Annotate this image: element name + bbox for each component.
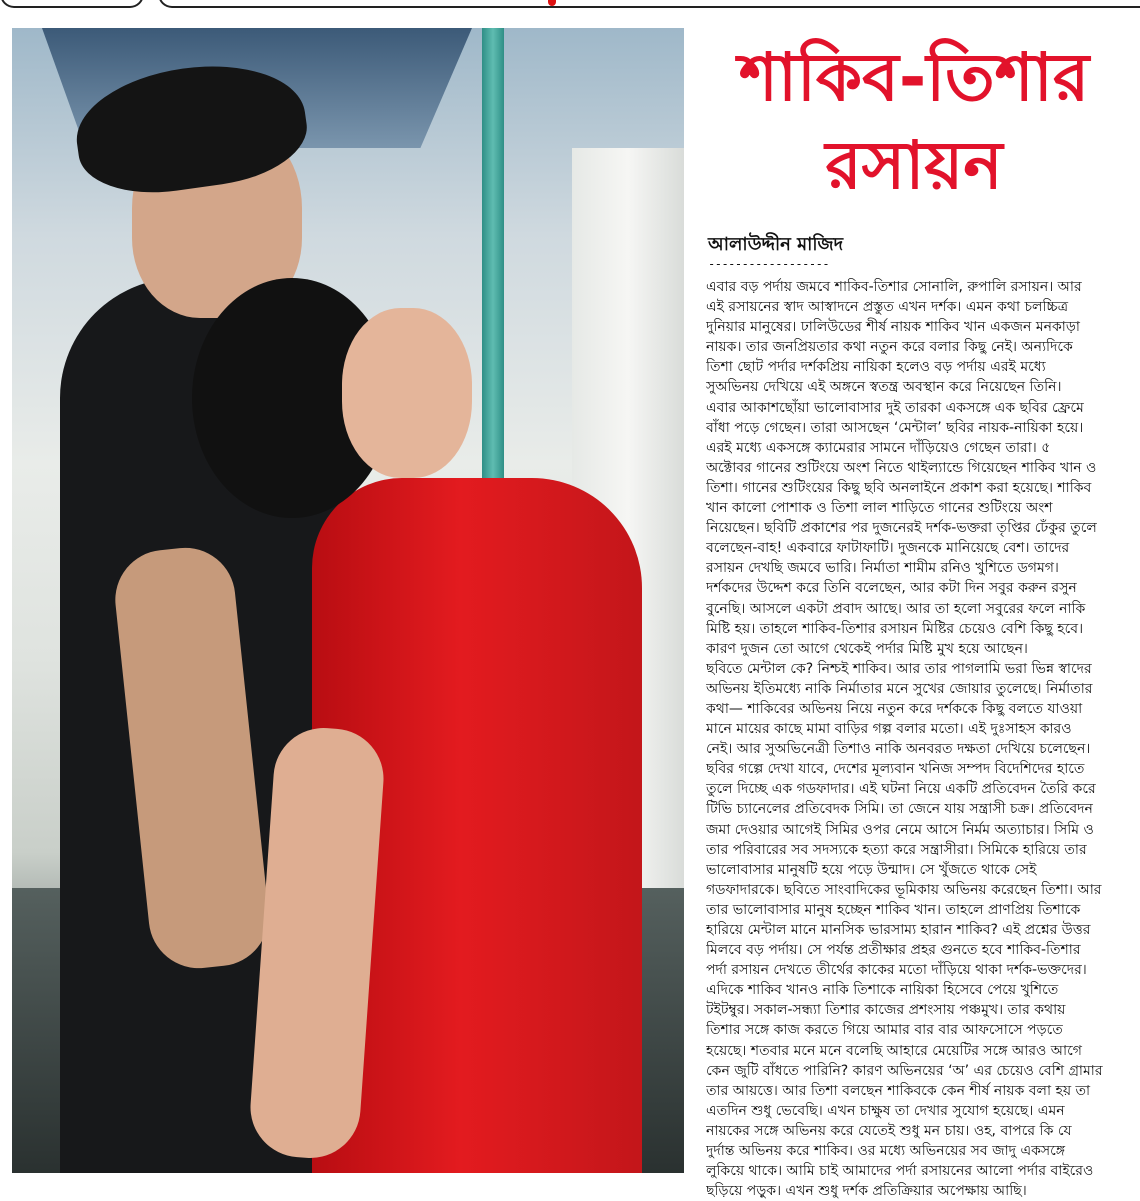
photo-woman-face [342, 308, 472, 478]
article-line: এবার আকাশছোঁয়া ভালোবাসার দুই তারকা একসঙ্গে এক ছবির ফ্রেমে [706, 399, 1084, 416]
headline-line-1: শাকিব-তিশার [738, 39, 1090, 116]
article-line: কারণ দুজন তো আগে থেকেই পর্দার মিষ্টি মুখ হয়ে আছেন। [706, 640, 1028, 657]
article-line: এরই মধ্যে একসঙ্গে ক্যামেরার সামনে দাঁড়িয়েও গেছেন তারা। ৫ [706, 439, 1051, 456]
article-line: দর্শকদের উদ্দেশ করে তিনি বলেছেন, আর কটা দিন সবুর করুন রসুন [706, 580, 1077, 597]
article-line: মানে মায়ের কাছে মামা বাড়ির গল্প বলার মতো। এই দুঃসাহস কারও [706, 721, 1072, 738]
byline-rule: ------------------ [708, 258, 830, 270]
article-line: লুকিয়ে থাকে। আমি চাই আমাদের পর্দা রসায়নের আলো পর্দার বাইরেও [706, 1163, 1094, 1180]
article-line: এতদিন শুধু ভেবেছি। এখন চাক্ষুষ তা দেখার সুযোগ হয়েছে। এমন [706, 1102, 1065, 1119]
article-line: ছবির গল্পে দেখা যাবে, দেশের মূল্যবান খনিজ সম্পদ বিদেশিদের হাতে [706, 761, 1085, 778]
article-line: এবার বড় পর্দায় জমবে শাকিব-তিশার সোনালি, রুপালি রসায়ন। আর [706, 279, 1082, 295]
article-line: অক্টোবর গানের শুটিংয়ে অংশ নিতে থাইল্যান্ডে গিয়েছেন শাকিব খান ও [706, 459, 1097, 476]
article-line: তিশা। গানের শুটিংয়ের কিছু ছবি অনলাইনে প্রকাশ করা হয়েছে। শাকিব [706, 479, 1092, 496]
article-line: পর্দা রসায়ন দেখতে তীর্থের কাকের মতো দাঁড়িয়ে থাকা দর্শক-ভক্তদের। [706, 962, 1087, 979]
article-line: দুর্দান্ত অভিনয় করে শাকিব। ওর মধ্যে অভিনয়ের সব জাদু একসঙ্গে [706, 1143, 1066, 1160]
article-line: খান কালো পোশাক ও তিশা লাল শাড়িতে গানের শুটিংয়ে অংশ [706, 500, 1053, 517]
article-line: তিশা ছোট পর্দার দর্শকপ্রিয় নায়িকা হলেও বড় পর্দায় এরই মধ্যে [706, 359, 1046, 376]
article-photo [12, 28, 684, 1173]
article-line: হারিয়ে মেন্টাল মানে মানসিক ভারসাম্য হারান শাকিব? এই প্রশ্নের উত্তর [706, 922, 1091, 938]
article-line: তার পরিবারের সব সদস্যকে হত্যা করে সন্ত্রাসীরা। সিমিকে হারিয়ে তার [706, 841, 1087, 858]
article-line: গডফাদারকে। ছবিতে সাংবাদিকের ভূমিকায় অভিনয় করেছেন তিশা। আর [706, 881, 1102, 898]
article-line: নায়ক। তার জনপ্রিয়তার কথা নতুন করে বলার কিছু নেই। অন্যদিকে [706, 339, 1073, 356]
headline-line-2: রসায়ন [825, 127, 1003, 204]
article-line: অভিনয় ইতিমধ্যে নাকি নির্মাতার মনে সুখের জোয়ার তুলেছে। নির্মাতার [706, 680, 1093, 697]
article-line: বুনেছি। আসলে একটা প্রবাদ আছে। আর তা হলো সবুরের ফলে নাকি [706, 600, 1086, 617]
article-line: টিভি চ্যানেলের প্রতিবেদক সিমি। তা জেনে যায় সন্ত্রাসী চক্র। প্রতিবেদন [706, 801, 1093, 818]
article-line: তিশার সঙ্গে কাজ করতে গিয়ে আমার বার বার আফসোসে পড়তে [706, 1022, 1063, 1039]
article-line: সুঅভিনয় দেখিয়ে এই অঙ্গনে স্বতন্ত্র অবস্থান করে নিয়েছেন তিনি। [706, 379, 1062, 396]
article-line: রসায়ন দেখছি জমবে ভারি। নির্মাতা শামীম রনিও খুশিতে ডগমগ। [706, 560, 1059, 577]
article-line: কেন জুটি বাঁধতে পারিনি? কারণ অভিনয়ের ‘অ’ এর চেয়েও বেশি গ্রামার [706, 1062, 1103, 1079]
article-line: ছবিতে মেন্টাল কে? নিশ্চই শাকিব। আর তার পাগলামি ভরা ভিন্ন স্বাদের [706, 660, 1092, 677]
article-line: ছড়িয়ে পড়ুক। এখন শুধু দর্শক প্রতিক্রিয়ার অপেক্ষায় আছি। [706, 1183, 1027, 1200]
article-line: টইটম্বুর। সকাল-সন্ধ্যা তিশার কাজের প্রশংসায় পঞ্চমুখ। তার কথায় [706, 1002, 1066, 1019]
article-line: হয়েছে। শতবার মনে মনে বলেছি আহারে মেয়েটির সঙ্গে আরও আগে [706, 1042, 1082, 1059]
header-left-tab [0, 0, 144, 8]
headline [700, 34, 1128, 210]
article-line: জমা দেওয়ার আগেই সিমির ওপর নেমে আসে নির্মম অত্যাচার। সিমি ও [706, 821, 1094, 838]
article-body [706, 277, 1128, 1201]
author-byline: আলাউদ্দীন মাজিদ [708, 234, 844, 255]
article-line: তার ভালোবাসার মানুষ হচ্ছেন শাকিব খান। তাহলে প্রাণপ্রিয় তিশাকে [706, 901, 1081, 918]
article-line: বাঁধা পড়ে গেছেন। তারা আসছেন ‘মেন্টাল’ ছবির নায়ক-নায়িকা হয়ে। [706, 419, 1084, 436]
article-line: তুলে দিচ্ছে এক গডফাদার। এই ঘটনা নিয়ে একটি প্রতিবেদন তৈরি করে [706, 781, 1096, 798]
article-line: বলেছেন-বাহ! একবারে ফাটাফাটি। দুজনকে মানিয়েছে বেশ। তাদের [706, 540, 1070, 557]
article-line: নেই। আর সুঅভিনেত্রী তিশাও নাকি অনবরত দক্ষতা দেখিয়ে চলেছেন। [706, 741, 1091, 758]
article-line: নিয়েছেন। ছবিটি প্রকাশের পর দুজনেরই দর্শক-ভক্তরা তৃপ্তির ঢেঁকুর তুলে [706, 520, 1097, 537]
article-line: এই রসায়নের স্বাদ আস্বাদনে প্রস্তুত এখন দর্শক। এমন কথা চলচ্চিত্র [706, 299, 1068, 316]
article-line: দুনিয়ার মানুষের। ঢালিউডের শীর্ষ নায়ক শাকিব খান একজন মনকাড়া [706, 319, 1080, 336]
article-line: মিলবে বড় পর্দায়। সে পর্যন্ত প্রতীক্ষার প্রহর গুনতে হবে শাকিব-তিশার [706, 942, 1081, 959]
article-line: এদিকে শাকিব খানও নাকি তিশাকে নায়িকা হিসেবে পেয়ে খুশিতে [706, 982, 1059, 999]
header-right-tab [158, 0, 1140, 8]
article-line: কথা— শাকিবের অভিনয় নিয়ে নতুন করে দর্শককে কিছু বলতে যাওয়া [706, 700, 1083, 717]
article-line: তার আয়ত্তে। আর তিশা বলছেন শাকিবকে কেন শীর্ষ নায়ক বলা হয় তা [706, 1082, 1091, 1099]
page-header-frame [0, 0, 1140, 8]
article-line: মিষ্টি হয়। তাহলে শাকিব-তিশার রসায়ন মিষ্টির চেয়েও বেশি কিছু হবে। [706, 620, 1084, 637]
article-line: নায়কের সঙ্গে অভিনয় করে যেতেই শুধু মন চায়। ওহ, বাপরে কি যে [706, 1122, 1072, 1139]
article-line: ভালোবাসার মানুষটি হয়ে পড়ে উন্মাদ। সে খুঁজতে থাকে সেই [706, 861, 1037, 878]
